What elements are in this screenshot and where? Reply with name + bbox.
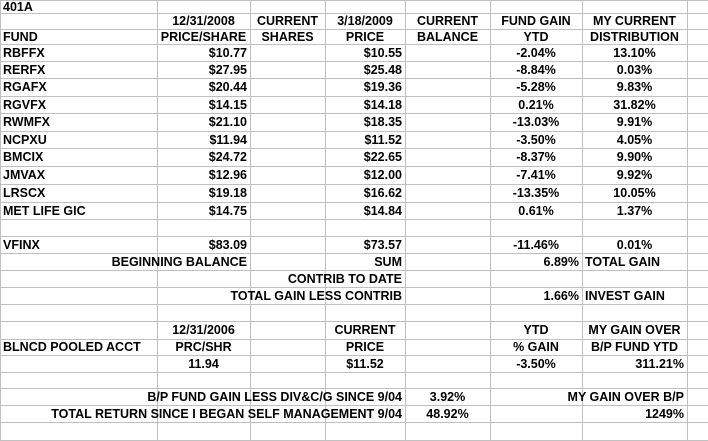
fund-distribution[interactable]: 31.82% [613,97,656,112]
fund-distribution[interactable]: 9.92% [616,168,653,182]
fund-price-current[interactable]: $73.57 [363,237,402,252]
pooled-my-gain-over: MY GAIN OVER [588,323,681,337]
my-gain-over-bp-label: MY GAIN OVER B/P [567,389,684,404]
fund-gain-ytd[interactable]: 0.61% [518,203,554,218]
pooled-account-name: BLNCD POOLED ACCT [3,340,141,354]
header-ytd: YTD [523,29,549,44]
fund-price-current[interactable]: $22.65 [363,150,402,164]
fund-price-current[interactable]: $14.84 [363,203,402,218]
contrib-to-date-label: CONTRIB TO DATE [287,271,402,286]
my-gain-value[interactable]: 1249% [645,406,684,421]
fund-distribution[interactable]: 4.05% [616,132,653,147]
fund-price-2008[interactable]: $14.15 [208,97,247,112]
total-return-label: TOTAL RETURN SINCE I BEGAN SELF MANAGEMENT 9/04 [51,406,402,421]
pooled-date: 12/31/2006 [172,323,235,337]
fund-price-2008[interactable]: $10.77 [208,45,247,60]
header-date-2009: 3/18/2009 [337,14,393,28]
pooled-bp-fund-ytd: B/P FUND YTD [590,340,679,354]
total-gain-label: TOTAL GAIN [585,254,660,269]
header-date-2008: 12/31/2008 [172,14,235,28]
header-fund-gain: FUND GAIN [501,14,571,28]
fund-gain-ytd[interactable]: -8.37% [516,150,556,164]
fund-name[interactable]: LRSCX [3,186,46,200]
fund-price-current[interactable]: $11.52 [364,132,402,147]
bp-fund-gain-value[interactable]: 3.92% [429,389,466,404]
bp-fund-gain-label: B/P FUND GAIN LESS DIV&C/G SINCE 9/04 [147,389,402,404]
pooled-current: CURRENT [334,323,396,337]
fund-name[interactable]: VFINX [3,237,40,252]
pooled-ytd: YTD [523,323,549,337]
fund-name[interactable]: RBFFX [3,45,45,60]
fund-price-2008[interactable]: $19.18 [208,186,247,200]
header-balance: BALANCE [416,29,479,44]
header-fund: FUND [3,29,38,44]
header-shares: SHARES [261,29,314,44]
fund-gain-ytd[interactable]: -13.35% [512,186,560,200]
total-return-value[interactable]: 48.92% [426,406,469,421]
fund-price-current[interactable]: $25.48 [363,62,402,77]
sum-label: SUM [374,254,402,269]
fund-price-current[interactable]: $10.55 [363,45,402,60]
fund-distribution[interactable]: 9.91% [616,115,653,129]
header-price-share: PRICE/SHARE [160,29,247,44]
fund-name[interactable]: RWMFX [3,115,50,129]
fund-distribution[interactable]: 1.37% [616,203,653,218]
fund-gain-ytd[interactable]: -5.28% [516,80,556,94]
header-current-balance: CURRENT [416,14,479,28]
fund-price-2008[interactable]: $24.72 [208,150,247,164]
header-price: PRICE [345,29,385,44]
fund-distribution[interactable]: 13.10% [613,45,656,60]
header-current-shares: CURRENT [256,14,319,28]
sheet-title: 401A [3,0,33,14]
fund-gain-ytd[interactable]: -13.03% [512,115,560,129]
fund-name[interactable]: MET LIFE GIC [3,203,86,218]
fund-gain-ytd[interactable]: 0.21% [518,97,554,112]
fund-price-current[interactable]: $16.62 [363,186,402,200]
fund-name[interactable]: NCPXU [3,132,47,147]
sum-value[interactable]: 6.89% [543,254,579,269]
total-gain-less-contrib-label: TOTAL GAIN LESS CONTRIB [230,288,402,303]
header-my-current: MY CURRENT [592,14,677,28]
fund-name[interactable]: RGVFX [3,97,47,112]
fund-name[interactable]: RERFX [3,62,46,77]
fund-price-2008[interactable]: $21.10 [208,115,247,129]
pooled-gain-value[interactable]: -3.50% [516,356,556,371]
fund-price-2008[interactable]: $12.96 [208,168,247,182]
fund-distribution[interactable]: 9.83% [616,80,653,94]
invest-gain-label: INVEST GAIN [585,288,665,303]
fund-price-current[interactable]: $18.35 [363,115,402,129]
pooled-price-value[interactable]: $11.52 [346,356,384,371]
header-distribution: DISTRIBUTION [590,29,679,44]
pooled-price: PRICE [345,340,385,354]
fund-distribution[interactable]: 0.01% [616,237,653,252]
fund-name[interactable]: BMCIX [3,150,44,164]
fund-gain-ytd[interactable]: -7.41% [516,168,556,182]
fund-price-2008[interactable]: $11.94 [209,132,247,147]
fund-distribution[interactable]: 9.90% [616,150,653,164]
pooled-prc-value[interactable]: 11.94 [188,356,219,371]
fund-distribution[interactable]: 0.03% [616,62,653,77]
fund-gain-ytd[interactable]: -8.84% [516,62,556,77]
fund-name[interactable]: JMVAX [3,168,46,182]
fund-name[interactable]: RGAFX [3,80,47,94]
fund-price-2008[interactable]: $14.75 [208,203,247,218]
fund-gain-ytd[interactable]: -2.04% [516,45,556,60]
beginning-balance-label: BEGINNING BALANCE [111,254,247,269]
fund-price-2008[interactable]: $20.44 [208,80,247,94]
pooled-gain-over-value[interactable]: 311.21% [635,356,684,371]
pooled-prc-shr: PRC/SHR [175,340,232,354]
fund-price-current[interactable]: $12.00 [363,168,402,182]
fund-gain-ytd[interactable]: -11.46% [513,237,559,252]
fund-price-2008[interactable]: $83.09 [208,237,247,252]
fund-distribution[interactable]: 10.05% [613,186,656,200]
pooled-pct-gain: % GAIN [513,340,559,354]
fund-price-2008[interactable]: $27.95 [208,62,247,77]
fund-price-current[interactable]: $19.36 [363,80,402,94]
less-contrib-value[interactable]: 1.66% [543,288,579,303]
fund-gain-ytd[interactable]: -3.50% [516,132,556,147]
fund-price-current[interactable]: $14.18 [363,97,402,112]
